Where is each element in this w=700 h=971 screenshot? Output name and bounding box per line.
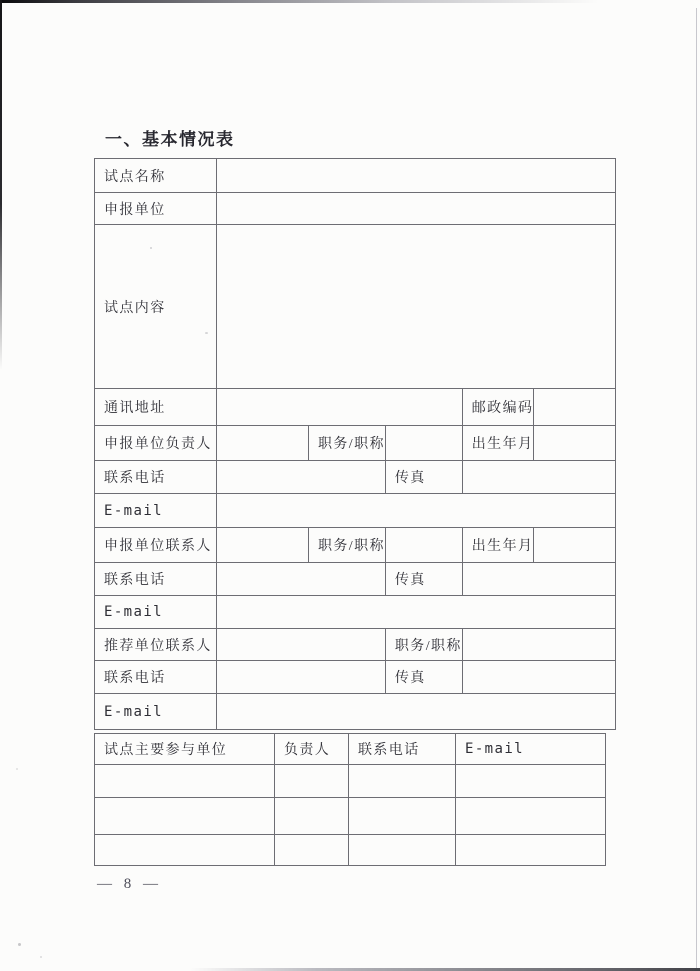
fax-label: 传真	[385, 461, 462, 494]
participants-table	[94, 733, 606, 866]
participant-unit-cell	[95, 765, 275, 798]
recommending-unit-contact-label: 推荐单位联系人	[95, 629, 217, 661]
birth-year-month-label: 出生年月	[462, 528, 534, 563]
scan-edge-left	[0, 0, 2, 370]
participant-head-cell	[275, 798, 349, 835]
participant-unit-cell	[95, 835, 275, 866]
participant-unit-header: 试点主要参与单位	[95, 734, 275, 765]
participant-unit-cell	[95, 798, 275, 835]
position-title-label: 职务/职称	[385, 629, 462, 661]
participant-phone-cell	[349, 765, 456, 798]
pilot-name-value-cell	[217, 159, 616, 193]
email-value-cell	[217, 596, 616, 629]
contact-phone-value-cell	[217, 461, 386, 494]
page-number: — 8 —	[97, 876, 162, 892]
scan-speck	[40, 956, 42, 958]
participant-head-header: 负责人	[275, 734, 349, 765]
participant-email-cell	[456, 835, 606, 866]
contact-phone-label: 联系电话	[95, 661, 217, 694]
applicant-unit-contact-value-cell	[217, 528, 309, 563]
participant-head-cell	[275, 765, 349, 798]
position-title-label: 职务/职称	[309, 528, 386, 563]
participant-head-cell	[275, 835, 349, 866]
email-label: E-mail	[95, 494, 217, 528]
participant-email-header: E-mail	[456, 734, 606, 765]
participant-email-cell	[456, 765, 606, 798]
section-title: 一、基本情况表	[105, 130, 235, 149]
fax-label: 传真	[385, 563, 462, 596]
pilot-content-value-cell	[217, 225, 616, 389]
applicant-unit-head-value-cell	[217, 426, 309, 461]
scan-speck	[16, 768, 18, 770]
position-title-value-cell	[385, 528, 462, 563]
contact-phone-value-cell	[217, 563, 386, 596]
mailing-address-value-cell	[217, 389, 463, 426]
scan-edge-top	[0, 0, 630, 3]
applicant-unit-head-label: 申报单位负责人	[95, 426, 217, 461]
fax-value-cell	[462, 461, 616, 494]
email-label: E-mail	[95, 596, 217, 629]
fax-label: 传真	[385, 661, 462, 694]
position-title-label: 职务/职称	[309, 426, 386, 461]
email-label: E-mail	[95, 694, 217, 730]
basic-info-table	[94, 158, 616, 730]
applicant-unit-value-cell	[217, 193, 616, 225]
position-title-value-cell	[462, 629, 616, 661]
pilot-name-label: 试点名称	[95, 159, 217, 193]
email-value-cell	[217, 694, 616, 730]
fax-value-cell	[462, 563, 616, 596]
applicant-unit-label: 申报单位	[95, 193, 217, 225]
participant-phone-cell	[349, 835, 456, 866]
contact-phone-label: 联系电话	[95, 563, 217, 596]
fax-value-cell	[462, 661, 616, 694]
postal-code-value-cell	[534, 389, 616, 426]
birth-year-month-label: 出生年月	[462, 426, 534, 461]
recommending-unit-contact-value-cell	[217, 629, 386, 661]
birth-year-month-value-cell	[534, 426, 616, 461]
contact-phone-label: 联系电话	[95, 461, 217, 494]
contact-phone-value-cell	[217, 661, 386, 694]
participant-phone-cell	[349, 798, 456, 835]
email-value-cell	[217, 494, 616, 528]
postal-code-label: 邮政编码	[462, 389, 534, 426]
birth-year-month-value-cell	[534, 528, 616, 563]
mailing-address-label: 通讯地址	[95, 389, 217, 426]
applicant-unit-contact-label: 申报单位联系人	[95, 528, 217, 563]
participant-phone-header: 联系电话	[349, 734, 456, 765]
position-title-value-cell	[385, 426, 462, 461]
participant-email-cell	[456, 798, 606, 835]
scan-speck	[18, 943, 21, 946]
scan-edge-right	[696, 8, 697, 971]
pilot-content-label: 试点内容	[95, 225, 217, 389]
